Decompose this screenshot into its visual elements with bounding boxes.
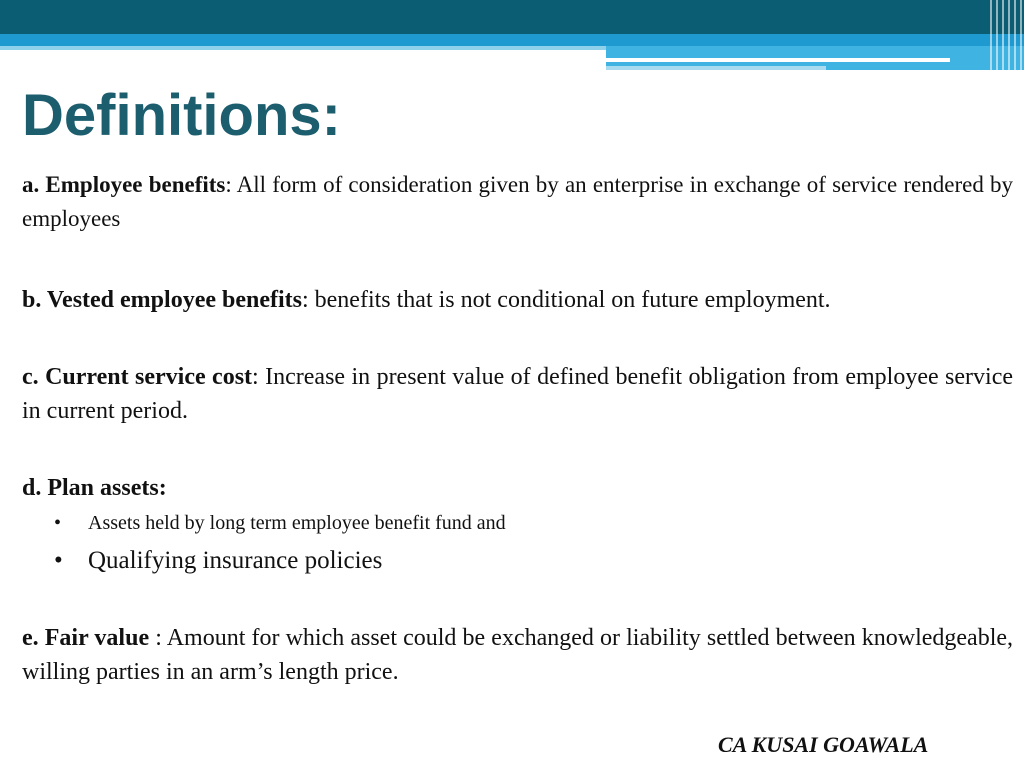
header-band-light [0,46,606,50]
definition-term: a. Employee benefits [22,172,226,197]
definition-term: e. Fair value [22,625,150,651]
slide-title: Definitions: [22,83,341,148]
header-band-right-inner [606,58,950,62]
bullet-dot-icon: • [54,512,62,534]
header-band-dark [0,0,1024,34]
author-footer: CA KUSAI GOAWALA [718,732,929,757]
definition-plan-assets [22,471,1013,505]
definition-separator: : [301,287,309,313]
bullet-text: Assets held by long term employee benefit fund and [88,512,506,534]
header-band-right-bottom [606,66,826,70]
bullet-text: Qualifying insurance policies [88,547,383,574]
definition-employee-benefits [22,168,1013,236]
definition-vested-employee-benefits [22,283,1013,317]
definition-text: Amount for which asset could be exchanged or liability settled between knowledgeable, willing parties in an arm’s length price. [22,625,1014,685]
definition-text: benefits that is not conditional on future employment. [308,287,831,313]
header-band-mid [0,34,1024,46]
bullet-item [54,508,506,538]
definition-term: d. Plan assets: [22,475,167,501]
definition-separator: : [252,364,259,390]
bullet-dot-icon: • [54,547,63,574]
definition-text: Increase in present value of defined benefit obligation from employee service in current period. [22,364,1013,424]
definition-fair-value [22,621,1013,689]
definition-separator: : [225,172,232,197]
definition-term: c. Current service cost [22,364,253,390]
definition-current-service-cost [22,360,1013,428]
definition-term: b. Vested employee benefits [22,287,302,313]
header-stripes-decoration [990,0,1024,70]
bullet-item [54,544,382,578]
definition-separator: : [149,625,162,651]
definition-text: All form of consideration given by an enterprise in exchange of service rendered by employees [22,172,1013,231]
